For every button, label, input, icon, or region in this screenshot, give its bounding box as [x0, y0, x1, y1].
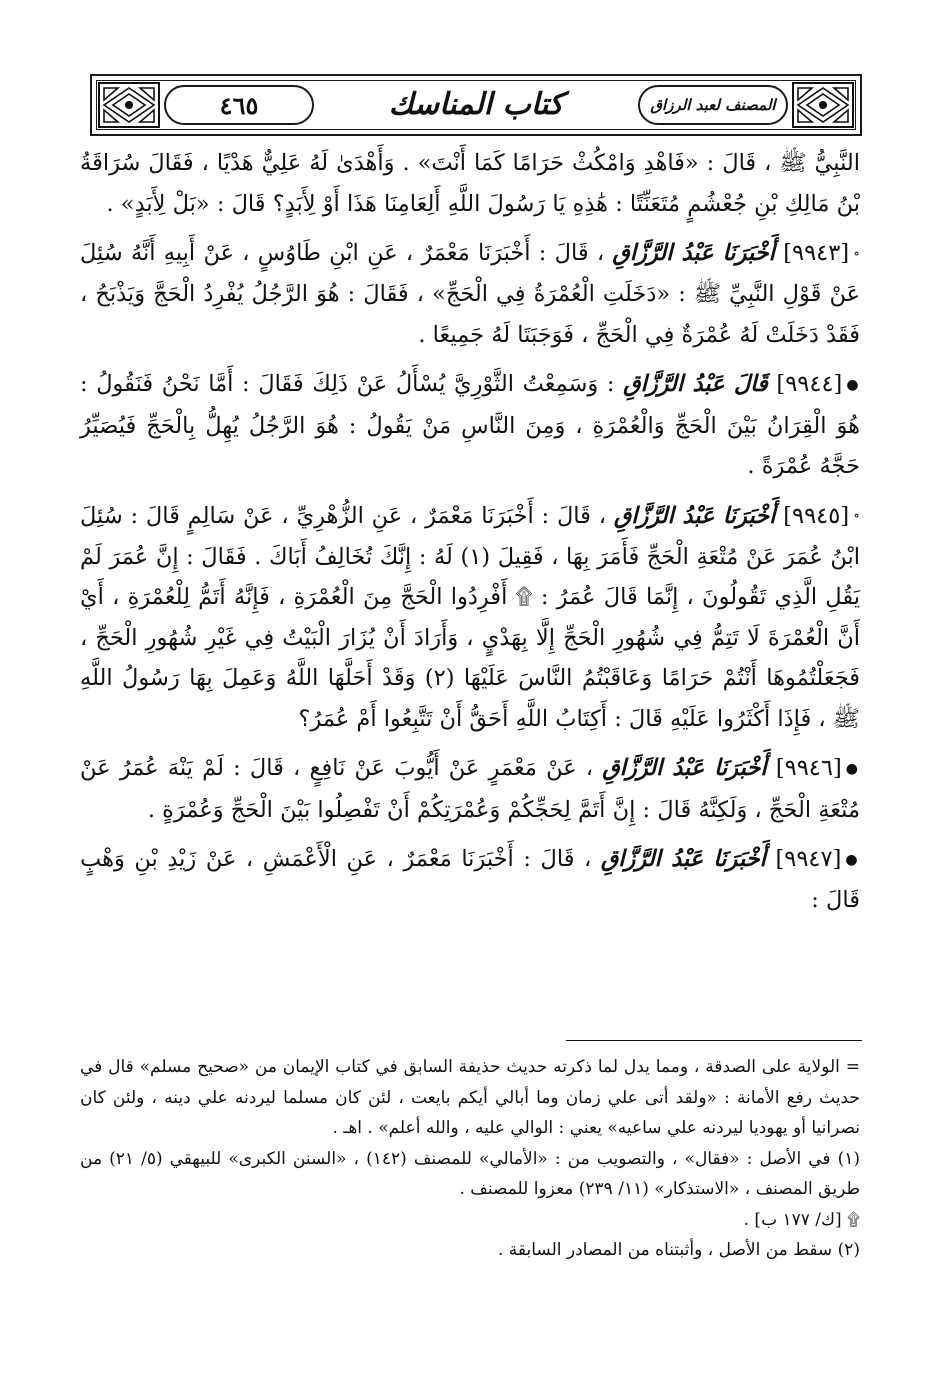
filled-circle-icon: ●	[845, 851, 860, 868]
ornament-left-icon	[98, 82, 160, 128]
hadith-lead: أَخْبَرَنَا عَبْدُ الرَّزَّاقِ	[600, 846, 766, 872]
page-number: ٤٦٥	[164, 85, 314, 125]
footnote-1: (١) في الأصل : «فقال» ، والتصويب من : «الأمالي» للمصنف (١٤٢) ، «السنن الكبرى» للبيهقي (٥/ ٢١) من طريق المصنف ، «الاستذكار» (١١/ ٢٣٩) معزوا للمصنف .	[80, 1148, 861, 1199]
ornament-right-icon	[792, 82, 854, 128]
series-logo: المصنف لعبد الرزاق	[638, 85, 788, 125]
hadith-lead: أَخْبَرَنَا عَبْدُ الرَّزَّاقِ	[602, 755, 767, 782]
hadith-number: [٩٩٤٣]	[783, 240, 850, 266]
hadith-lead: أَخْبَرَنَا عَبْدُ الرَّزَّاقِ	[612, 240, 775, 266]
footnote-separator	[566, 1040, 862, 1041]
hadith-number: [٩٩٤٧]	[775, 846, 842, 872]
footnote-continuation: = الولاية على الصدقة ، ومما يدل لما ذكرته حديث حذيفة السابق في كتاب الإيمان من «صحيح مسلم» قال في حديث رفع الأمانة : «ولقد أتى علي زمان وما أبالي أيكم بايعت ، لئن كان مسلما ليردنه علي دينه ، ولئن كان نصرانيا أو يهوديا ليردنه علي ساعيه» يعني : الوالي عليه ، والله أعلم» . اهـ .	[80, 1057, 860, 1138]
manuscript-reference: ۩ [ك/ ١٧٧ ب] .	[743, 1209, 860, 1230]
footnote-2: (٢) سقط من الأصل ، وأثبتناه من المصادر السابقة .	[497, 1240, 860, 1260]
paragraph-continuation	[80, 143, 860, 224]
hadith-number: [٩٩٤٤]	[776, 371, 843, 398]
hadith-lead: أَخْبَرَنَا عَبْدُ الرَّزَّاقِ	[613, 502, 776, 529]
open-circle-icon: ∘	[853, 508, 861, 525]
hadith-9945	[80, 496, 860, 740]
hadith-9947	[80, 839, 860, 921]
hadith-9946	[80, 748, 860, 830]
open-circle-icon: ∘	[853, 245, 860, 262]
hadith-text: ، قَالَ : أَخْبَرَنَا مَعْمَرٌ ، عَنِ الزُّهْرِيِّ ، عَنْ سَالِمٍ قَالَ : سُئِلَ ابْنُ عُمَرَ عَنْ مُتْعَةِ الْحَجِّ فَأَمَرَ بِهَا ، فَقِيلَ (١) لَهُ : إِنَّكَ تُخَالِفُ أَبَاكَ . فَقَالَ : إِنَّ عُمَرَ لَمْ يَقُلِ الَّذِي تَقُولُونَ ، إِنَّمَا قَالَ عُمَرُ : ۩ أَفْرِدُوا الْحَجَّ مِنَ الْعُمْرَةِ ، فَإِنَّهُ أَتَمُّ لِلْعُمْرَةِ ، أَيْ أَنَّ الْعُمْرَةَ لَا تَتِمُّ فِي شُهُورِ الْحَجِّ إِلَّا بِهَدْيٍ ، وَأَرَادَ أَنْ يُزَارَ الْبَيْتُ فِي غَيْرِ شُهُورِ الْحَجِّ ، فَجَعَلْتُمُوهَا أَنْتُمْ حَرَامًا وَعَاقَبْتُمُ النَّاسَ عَلَيْهَا (٢) وَقَدْ أَحَلَّهَا اللَّهُ وَعَمِلَ بِهَا رَسُولُ اللَّهِ ﷺ ، فَإِذَا أَكْثَرُوا عَلَيْهِ قَالَ : أَكِتَابُ اللَّهِ أَحَقُّ أَنْ تَتَّبِعُوا أَمْ عُمَرُ؟	[80, 502, 860, 732]
footnotes	[80, 1052, 860, 1266]
hadith-text: ، عَنْ مَعْمَرٍ عَنْ أَيُّوبَ عَنْ نَافِعٍ ، قَالَ : لَمْ يَنْهَ عُمَرُ عَنْ مُتْعَةِ الْحَجِّ ، وَلَكِنَّهُ قَالَ : إِنَّ أَتَمَّ لِحَجِّكُمْ وَعُمْرَتِكُمْ أَنْ تَفْصِلُوا بَيْنَ الْحَجِّ وَعُمْرَةٍ .	[80, 755, 860, 823]
main-text	[80, 143, 860, 930]
hadith-9944	[80, 364, 860, 486]
filled-circle-icon: ●	[846, 377, 861, 393]
page-header	[90, 74, 862, 136]
hadith-number: [٩٩٤٥]	[783, 502, 850, 529]
filled-circle-icon: ●	[845, 761, 861, 777]
hadith-9943	[80, 233, 860, 355]
running-title: كتاب المناسك	[388, 86, 564, 122]
hadith-number: [٩٩٤٦]	[775, 755, 842, 782]
hadith-text: ، قَالَ : أَخْبَرَنَا مَعْمَرٌ ، عَنِ ابْنِ طَاوُسٍ ، عَنْ أَبِيهِ أَنَّهُ سُئِلَ عَنْ قَوْلِ النَّبِيِّ ﷺ : «دَخَلَتِ الْعُمْرَةُ فِي الْحَجِّ» ، فَقَالَ : هُوَ الرَّجُلُ يُفْرِدُ الْحَجَّ وَيَذْبَحُ ، فَقَدْ دَخَلَتْ لَهُ عُمْرَةٌ فِي الْحَجِّ ، فَوَجَبَتَا لَهُ جَمِيعًا .	[80, 240, 860, 348]
paragraph-text: النَّبِيُّ ﷺ ، قَالَ : «فَاهْدِ وَامْكُثْ حَرَامًا كَمَا أَنْتَ» . وَأَهْدَىٰ لَهُ عَلِيٌّ هَدْيًا ، فَقَالَ سُرَاقَةُ بْنُ مَالِكِ بْنِ جُعْشُمٍ مُتَعَنِّتًا : هَٰذِهِ يَا رَسُولَ اللَّهِ أَلِعَامِنَا هَذَا أَوْ لِأَبَدٍ؟ قَالَ : «بَلْ لِأَبَدٍ» .	[80, 150, 860, 217]
hadith-text: : وَسَمِعْتُ الثَّوْرِيَّ يُسْأَلُ عَنْ ذَلِكَ فَقَالَ : أَمَّا نَحْنُ فَنَقُولُ : هُوَ الْقِرَانُ بَيْنَ الْحَجِّ وَالْعُمْرَةِ ، وَمِنَ النَّاسِ مَنْ يَقُولُ : هُوَ الرَّجُلُ يُهِلُّ بِالْحَجِّ فَيُصَيِّرُ حَجَّهُ عُمْرَةً .	[80, 371, 860, 479]
hadith-text: ، قَالَ : أَخْبَرَنَا مَعْمَرٌ ، عَنِ الْأَعْمَشِ ، عَنْ زَيْدِ بْنِ وَهْبٍ قَالَ :	[80, 846, 860, 914]
hadith-lead: قَالَ عَبْدُ الرَّزَّاقِ	[623, 371, 768, 398]
